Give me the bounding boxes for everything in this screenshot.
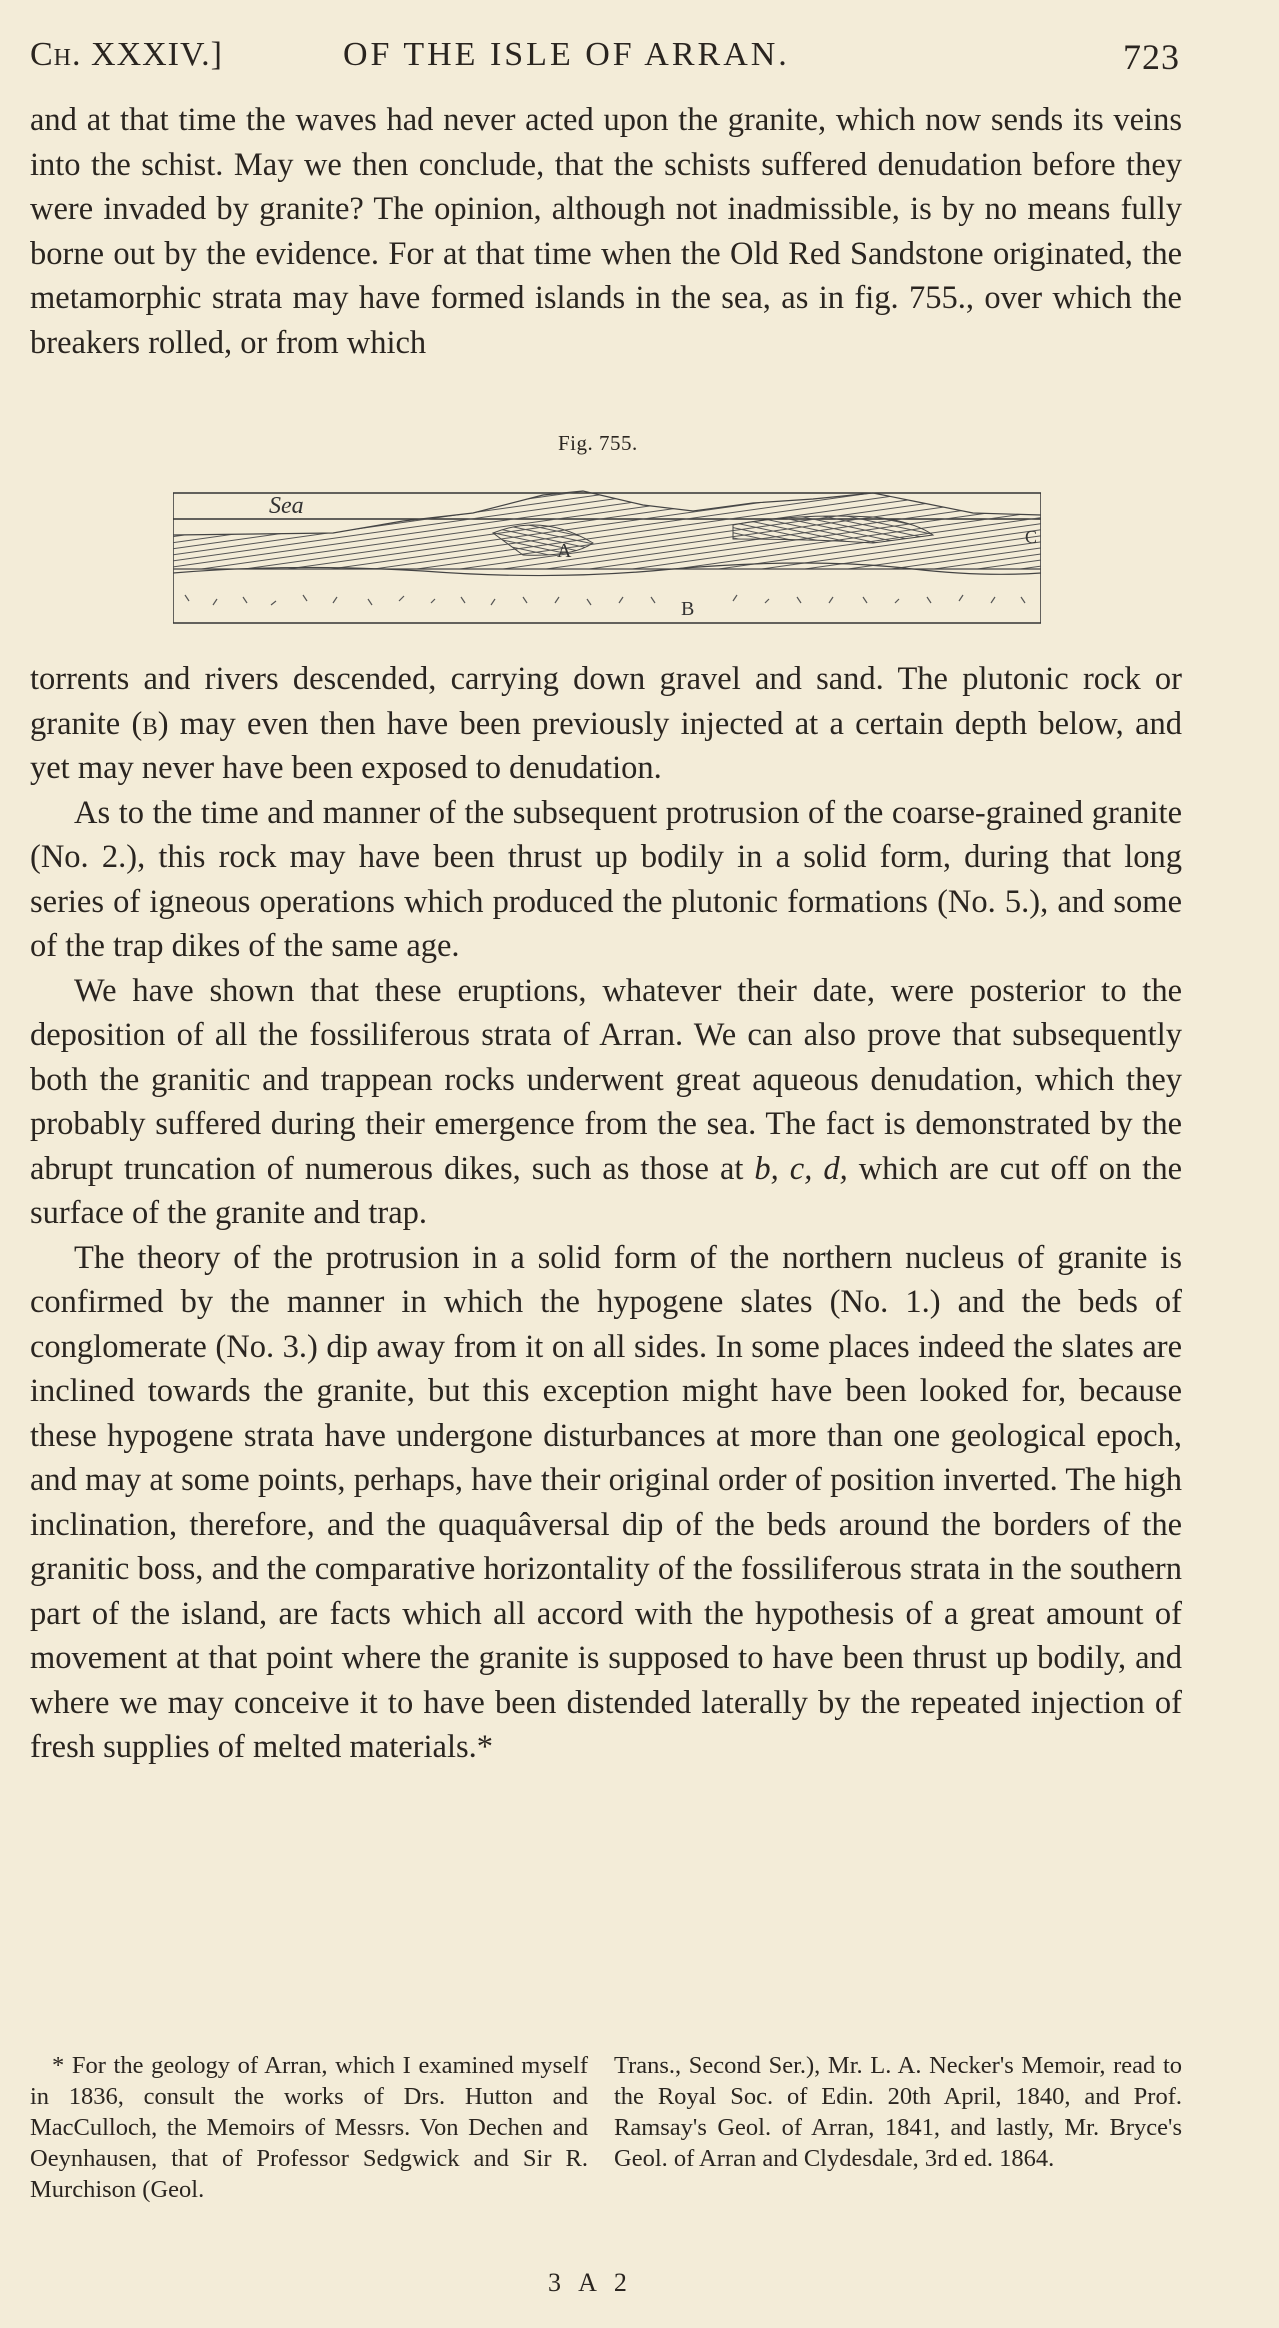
label-sea: Sea [269, 493, 304, 519]
granite-dashes [185, 595, 1025, 605]
figure-caption: Fig. 755. [558, 431, 638, 455]
printer-signature: 3 A 2 [548, 2268, 633, 2297]
paragraph-theory: The theory of the protrusion in a solid form of the northern nucleus of granite is confirmed by the manner in which the hypogene slates (No. 1.) and the beds of conglomerate (No. 3.) dip away from it on all sides. In some places indeed the slates are inclined towards the granite, but this exception might have been looked for, because these hypogene strata have undergone disturbances at more than one geological epoch, and may at some points, perhaps, have their original order of position inverted. The high inclination, therefore, and the quaquâversal dip of the beds around the borders of the granitic boss, and the comparative horizontality of the fossiliferous strata in the southern part of the island, are facts which all accord with the hypothesis of a great amount of movement at that point where the granite is supposed to have been thrust up bodily, and where we may conceive it to have been distended laterally by the repeated injection of fresh supplies of melted materials.* [30, 1239, 1182, 1765]
label-b: B [681, 598, 695, 620]
para4-text-a: We have shown that these eruptions, whatever their date, were posterior to the deposition of all the fossiliferous strata of Arran. We can also prove that subsequently both the granitic and trappean rocks underwent great aqueous denudation, which they probably suffered during their emergence from the sea. The fact is demonstrated by the abrupt truncation of numerous dikes, such as those at [30, 972, 1182, 1187]
footnote-left-column [30, 2050, 588, 2205]
paragraph-continued: and at that time the waves had never acted upon the granite, which now sends its veins into the schist. May we then conclude, that the schists suffered denudation before they were invaded by granite? The opinion, although not inadmissible, is by no means fully borne out by the evidence. For at that time when the Old Red Sandstone originated, the metamorphic strata may have formed islands in the sea, as in fig. 755., over which the breakers rolled, or from which [30, 102, 1182, 361]
chapter-reference: Ch. XXXIV.] [30, 36, 223, 73]
running-header [30, 36, 1180, 82]
main-text-block [30, 657, 1182, 1770]
footnote-right-column [614, 2050, 1182, 2174]
label-a: A [557, 540, 572, 562]
para4-text-c: which are cut off on the surface of the granite and trap. [30, 1150, 1182, 1231]
footnote-left-text: * For the geology of Arran, which I examined myself in 1836, consult the works of Drs. Hutton and MacCulloch, the Memoirs of Messrs. Von Dechen and Oeynhausen, that of Professor Sedgwick and Sir R. Murchison (Geol. [30, 2052, 588, 2203]
para2-label-b: b [142, 705, 158, 742]
label-c: C [1025, 527, 1038, 547]
para2-text-a: torrents and rivers descended, carrying down gravel and sand. The plutonic rock or granite ( [30, 661, 1182, 742]
page-number: 723 [1123, 37, 1180, 77]
footnote-right-text: Trans., Second Ser.), Mr. L. A. Necker's Memoir, read to the Royal Soc. of Edin. 20th April, 1840, and Prof. Ramsay's Geol. of Arran, 1841, and lastly, Mr. Bryce's Geol. of Arran and Clydesdale, 3rd ed. 1864. [614, 2052, 1182, 2172]
para2-text-c: ) may even then have been previously injected at a certain depth below, and yet may never have been exposed to denudation. [30, 705, 1182, 786]
opening-paragraph-block [30, 98, 1182, 365]
para4-dike-labels: b, c, d, [754, 1150, 848, 1187]
running-title: OF THE ISLE OF ARRAN. [343, 36, 790, 73]
paragraph-protrusion-time: As to the time and manner of the subsequent protrusion of the coarse-grained granite (No. 2.), this rock may have been thrust up bodily in a solid form, during that long series of igneous operations which produced the plutonic formations (No. 5.), and some of the trap dikes of the same age. [30, 794, 1182, 964]
paragraph-eruptions [30, 969, 1182, 1236]
paragraph-torrents [30, 657, 1182, 791]
geological-section-figure [173, 473, 1041, 633]
